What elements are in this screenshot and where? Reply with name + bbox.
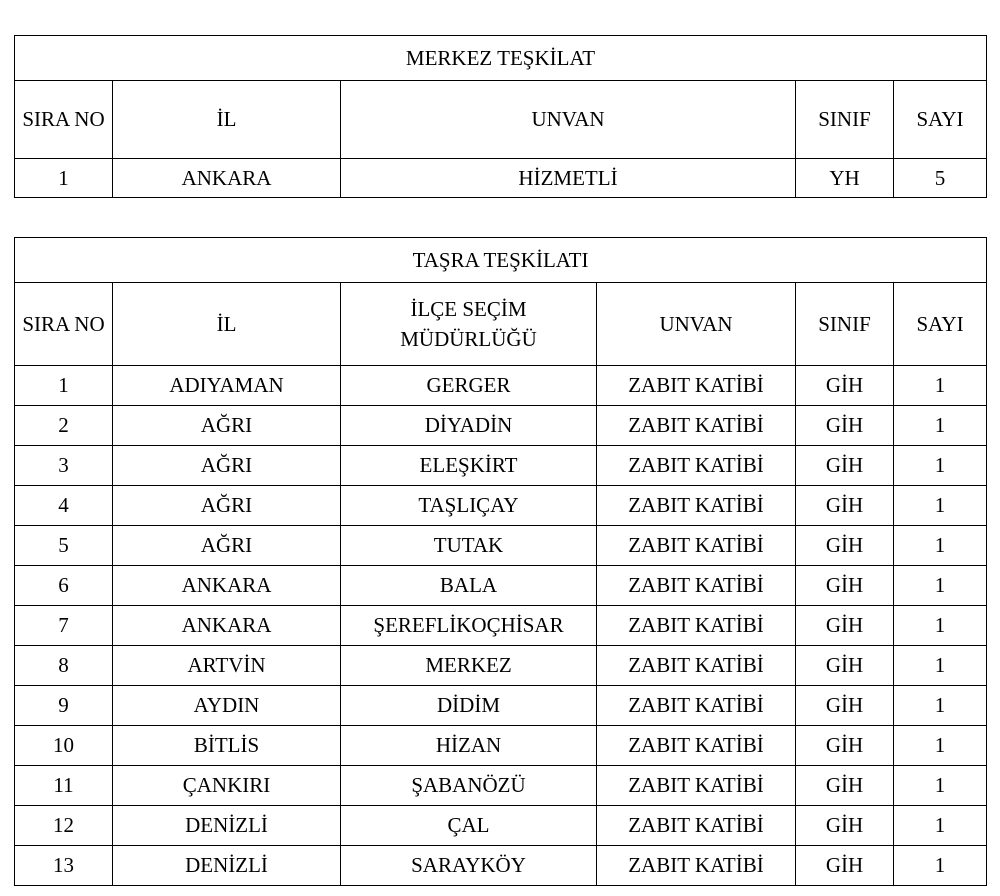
cell-il: AĞRI: [113, 446, 341, 486]
table-row: [15, 766, 987, 806]
cell-il: ANKARA: [113, 606, 341, 646]
cell-sinif: GİH: [796, 806, 894, 846]
merkez-header-sinif: SINIF: [796, 81, 894, 159]
table-row: [15, 686, 987, 726]
cell-sayi: 1: [894, 446, 987, 486]
cell-ilce: MERKEZ: [341, 646, 597, 686]
cell-il: ANKARA: [113, 566, 341, 606]
cell-sira: 7: [15, 606, 113, 646]
cell-sayi: 1: [894, 366, 987, 406]
cell-sinif: GİH: [796, 846, 894, 886]
cell-ilce: GERGER: [341, 366, 597, 406]
cell-il: ARTVİN: [113, 646, 341, 686]
cell-il: ÇANKIRI: [113, 766, 341, 806]
cell-il: BİTLİS: [113, 726, 341, 766]
table-row: [15, 806, 987, 846]
cell-sayi: 1: [894, 606, 987, 646]
cell-unvan: ZABIT KATİBİ: [597, 566, 796, 606]
cell-unvan: ZABIT KATİBİ: [597, 686, 796, 726]
cell-ilce: TUTAK: [341, 526, 597, 566]
cell-il: AĞRI: [113, 526, 341, 566]
cell-sayi: 1: [894, 406, 987, 446]
cell-ilce: ŞABANÖZÜ: [341, 766, 597, 806]
cell-sira: 5: [15, 526, 113, 566]
cell-unvan: ZABIT KATİBİ: [597, 846, 796, 886]
cell-sinif: GİH: [796, 726, 894, 766]
table-row: [15, 406, 987, 446]
tasra-header-sira-no: SIRA NO: [15, 283, 113, 366]
merkez-header-sira-no: SIRA NO: [15, 81, 113, 159]
cell-sira: 3: [15, 446, 113, 486]
cell-sayi: 1: [894, 686, 987, 726]
cell-sira: 11: [15, 766, 113, 806]
cell-sayi: 1: [894, 526, 987, 566]
cell-il: ADIYAMAN: [113, 366, 341, 406]
cell-il: ANKARA: [113, 159, 341, 198]
cell-sinif: YH: [796, 159, 894, 198]
cell-sayi: 1: [894, 766, 987, 806]
cell-ilce: TAŞLIÇAY: [341, 486, 597, 526]
cell-sinif: GİH: [796, 366, 894, 406]
tasra-table-title: TAŞRA TEŞKİLATI: [15, 238, 987, 283]
table-row: [15, 486, 987, 526]
merkez-table-title: MERKEZ TEŞKİLAT: [15, 36, 987, 81]
table-row: [15, 726, 987, 766]
cell-sayi: 1: [894, 726, 987, 766]
tasra-teskilati-table: [14, 237, 987, 886]
cell-sira: 1: [15, 159, 113, 198]
tasra-header-sinif: SINIF: [796, 283, 894, 366]
cell-il: AĞRI: [113, 406, 341, 446]
table-row: [15, 606, 987, 646]
cell-ilce: ŞEREFLİKOÇHİSAR: [341, 606, 597, 646]
table-row: [15, 366, 987, 406]
cell-ilce: HİZAN: [341, 726, 597, 766]
cell-il: AĞRI: [113, 486, 341, 526]
cell-sayi: 1: [894, 806, 987, 846]
cell-sinif: GİH: [796, 406, 894, 446]
tasra-header-il: İL: [113, 283, 341, 366]
table-row: [15, 159, 987, 198]
merkez-header-unvan: UNVAN: [341, 81, 796, 159]
cell-il: DENİZLİ: [113, 806, 341, 846]
table-row: [15, 526, 987, 566]
cell-unvan: ZABIT KATİBİ: [597, 766, 796, 806]
merkez-header-il: İL: [113, 81, 341, 159]
cell-ilce: DİDİM: [341, 686, 597, 726]
cell-sayi: 1: [894, 486, 987, 526]
cell-ilce: ELEŞKİRT: [341, 446, 597, 486]
cell-unvan: ZABIT KATİBİ: [597, 526, 796, 566]
cell-sira: 12: [15, 806, 113, 846]
cell-ilce: SARAYKÖY: [341, 846, 597, 886]
cell-il: DENİZLİ: [113, 846, 341, 886]
table-row: [15, 446, 987, 486]
cell-ilce: BALA: [341, 566, 597, 606]
cell-unvan: ZABIT KATİBİ: [597, 726, 796, 766]
tasra-header-sayi: SAYI: [894, 283, 987, 366]
table-row: [15, 646, 987, 686]
cell-sayi: 5: [894, 159, 987, 198]
cell-sinif: GİH: [796, 486, 894, 526]
cell-sira: 1: [15, 366, 113, 406]
table-row: [15, 566, 987, 606]
cell-sayi: 1: [894, 846, 987, 886]
cell-unvan: HİZMETLİ: [341, 159, 796, 198]
cell-sinif: GİH: [796, 566, 894, 606]
cell-unvan: ZABIT KATİBİ: [597, 606, 796, 646]
cell-sinif: GİH: [796, 606, 894, 646]
cell-sira: 8: [15, 646, 113, 686]
cell-sinif: GİH: [796, 766, 894, 806]
cell-unvan: ZABIT KATİBİ: [597, 646, 796, 686]
cell-sira: 2: [15, 406, 113, 446]
cell-sira: 13: [15, 846, 113, 886]
cell-sira: 4: [15, 486, 113, 526]
cell-sinif: GİH: [796, 526, 894, 566]
cell-unvan: ZABIT KATİBİ: [597, 446, 796, 486]
table-row: [15, 846, 987, 886]
cell-ilce: DİYADİN: [341, 406, 597, 446]
cell-unvan: ZABIT KATİBİ: [597, 406, 796, 446]
cell-sira: 9: [15, 686, 113, 726]
cell-unvan: ZABIT KATİBİ: [597, 366, 796, 406]
cell-il: AYDIN: [113, 686, 341, 726]
cell-ilce: ÇAL: [341, 806, 597, 846]
cell-sinif: GİH: [796, 446, 894, 486]
cell-sinif: GİH: [796, 646, 894, 686]
merkez-teskilat-table: [14, 35, 987, 198]
cell-sira: 10: [15, 726, 113, 766]
tasra-header-ilce-secim-mudurlugu: İLÇE SEÇİM MÜDÜRLÜĞÜ: [341, 283, 597, 366]
cell-sira: 6: [15, 566, 113, 606]
cell-unvan: ZABIT KATİBİ: [597, 806, 796, 846]
cell-sayi: 1: [894, 646, 987, 686]
cell-sayi: 1: [894, 566, 987, 606]
tasra-header-unvan: UNVAN: [597, 283, 796, 366]
merkez-header-sayi: SAYI: [894, 81, 987, 159]
cell-sinif: GİH: [796, 686, 894, 726]
cell-unvan: ZABIT KATİBİ: [597, 486, 796, 526]
